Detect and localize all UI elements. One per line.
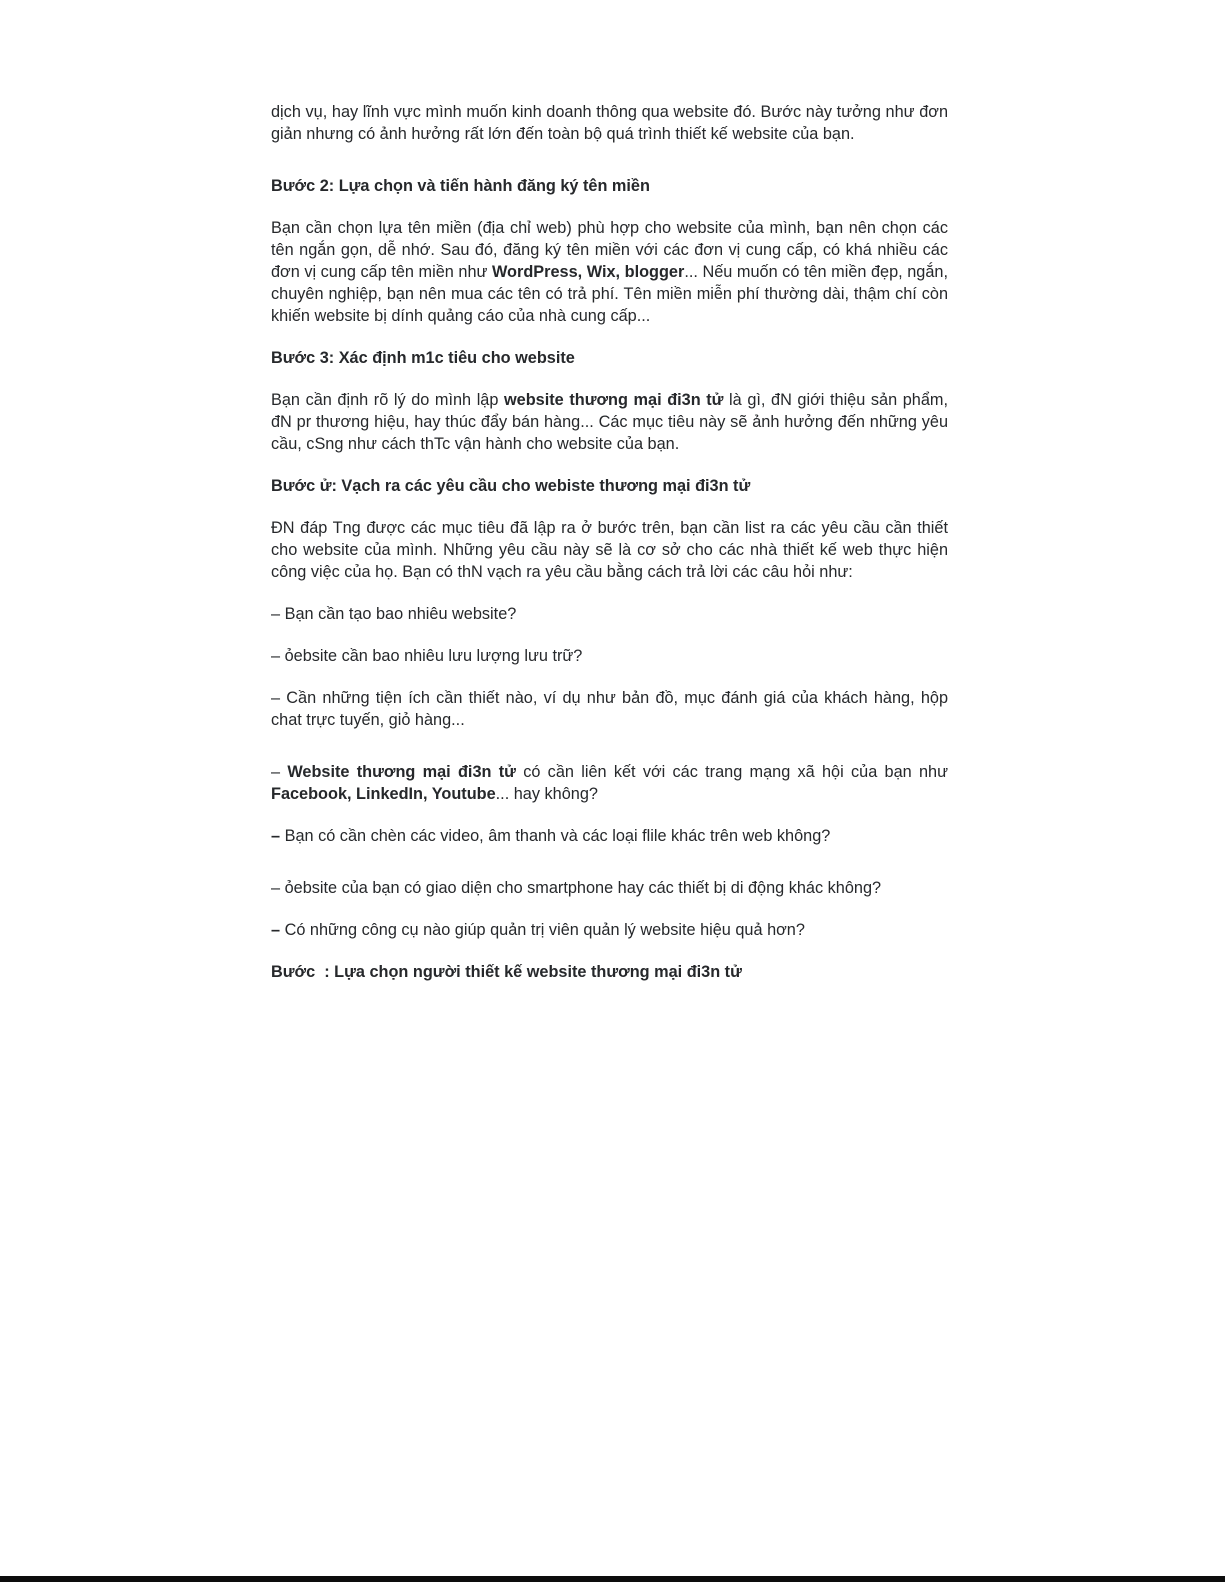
text-segment: ... hay không? [495,785,598,803]
paragraph [271,101,948,145]
document-body [271,101,948,1003]
bold-text-segment: – [271,921,281,939]
bold-text-segment: Bước 2: Lựa chọn và tiến hành đăng ký tên miền [271,177,650,195]
paragraph [271,687,948,731]
section-heading [271,175,948,197]
text-segment: – Bạn cần tạo bao nhiêu website? [271,605,517,623]
text-segment: Bạn có cần chèn các video, âm thanh và các loại flile khác trên web không? [280,827,831,845]
paragraph [271,603,948,625]
text-segment: dịch vụ, hay lĩnh vực mình muốn kinh doanh thông qua website đó. Bước này tưởng như đơn giản nhưng có ảnh hưởng rất lớn đến toàn bộ quá trình thiết kế website của bạn. [271,103,948,143]
paragraph [271,825,948,847]
text-segment: ĐN đáp Tng được các mục tiêu đã lập ra ở bước trên, bạn cần list ra các yêu cầu cần thiết cho website của mình. Những yêu cầu này sẽ là cơ sở cho các nhà thiết kế web thực hiện công việc của họ. Bạn có thN vạch ra yêu cầu bằng cách trả lời các câu hỏi như: [271,519,948,581]
section-heading [271,475,948,497]
paragraph [271,389,948,455]
text-segment: – ỏebsite của bạn có giao diện cho smartphone hay các thiết bị di động khác không? [271,879,882,897]
bottom-edge-bar [0,1576,1225,1582]
section-heading [271,347,948,369]
bold-text-segment: Bước 3: Xác định m1c tiêu cho website [271,349,575,367]
bold-text-segment: Bước : Lựa chọn người thiết kế website thương mại đi3n tử [271,963,742,981]
section-heading [271,961,948,983]
text-segment: – Cần những tiện ích cần thiết nào, ví dụ như bản đồ, mục đánh giá của khách hàng, hộp chat trực tuyến, giỏ hàng... [271,689,948,729]
text-segment: Bạn cần định rõ lý do mình lập [271,391,505,409]
paragraph [271,877,948,899]
bold-text-segment: Bước ử: Vạch ra các yêu cầu cho webiste thương mại đi3n tử [271,477,751,495]
text-segment: Bạn cần chọn lựa tên miền (địa chỉ web) phù hợp cho website của mình, bạn nên chọn các tên ngắn gọn, dễ nhớ. Sau đó, đăng ký tên miền với các đơn vị cung cấp, có khá nhiều các đơn vị cung cấp tên miền như [271,219,948,281]
bold-text-segment: – [271,827,281,845]
paragraph [271,919,948,941]
paragraph [271,217,948,327]
text-segment: có cần liên kết với các trang mạng xã hội của bạn như [515,763,948,781]
bold-text-segment: Facebook, LinkedIn, Youtube [271,785,496,803]
text-segment: là gì, đN giới thiệu sản phẩm, đN pr thương hiệu, hay thúc đẩy bán hàng... Các mục tiêu này sẽ ảnh hưởng đến những yêu cầu, cSng như cách thTc vận hành cho website của bạn. [271,391,948,453]
bold-text-segment: WordPress, Wix, blogger [491,263,685,281]
bold-text-segment: Website thương mại đi3n tử [287,763,516,781]
paragraph [271,761,948,805]
paragraph [271,645,948,667]
paragraph [271,517,948,583]
bold-text-segment: website thương mại đi3n tử [504,391,724,409]
text-segment: – ỏebsite cần bao nhiêu lưu lượng lưu trữ? [271,647,583,665]
text-segment: Có những công cụ nào giúp quản trị viên quản lý website hiệu quả hơn? [280,921,805,939]
text-segment: ... Nếu muốn có tên miền đẹp, ngắn, chuyên nghiệp, bạn nên mua các tên có trả phí. Tên miền miễn phí thường dài, thậm chí còn khiến website bị dính quảng cáo của nhà cung cấp... [271,263,948,325]
text-segment: – [271,763,288,781]
